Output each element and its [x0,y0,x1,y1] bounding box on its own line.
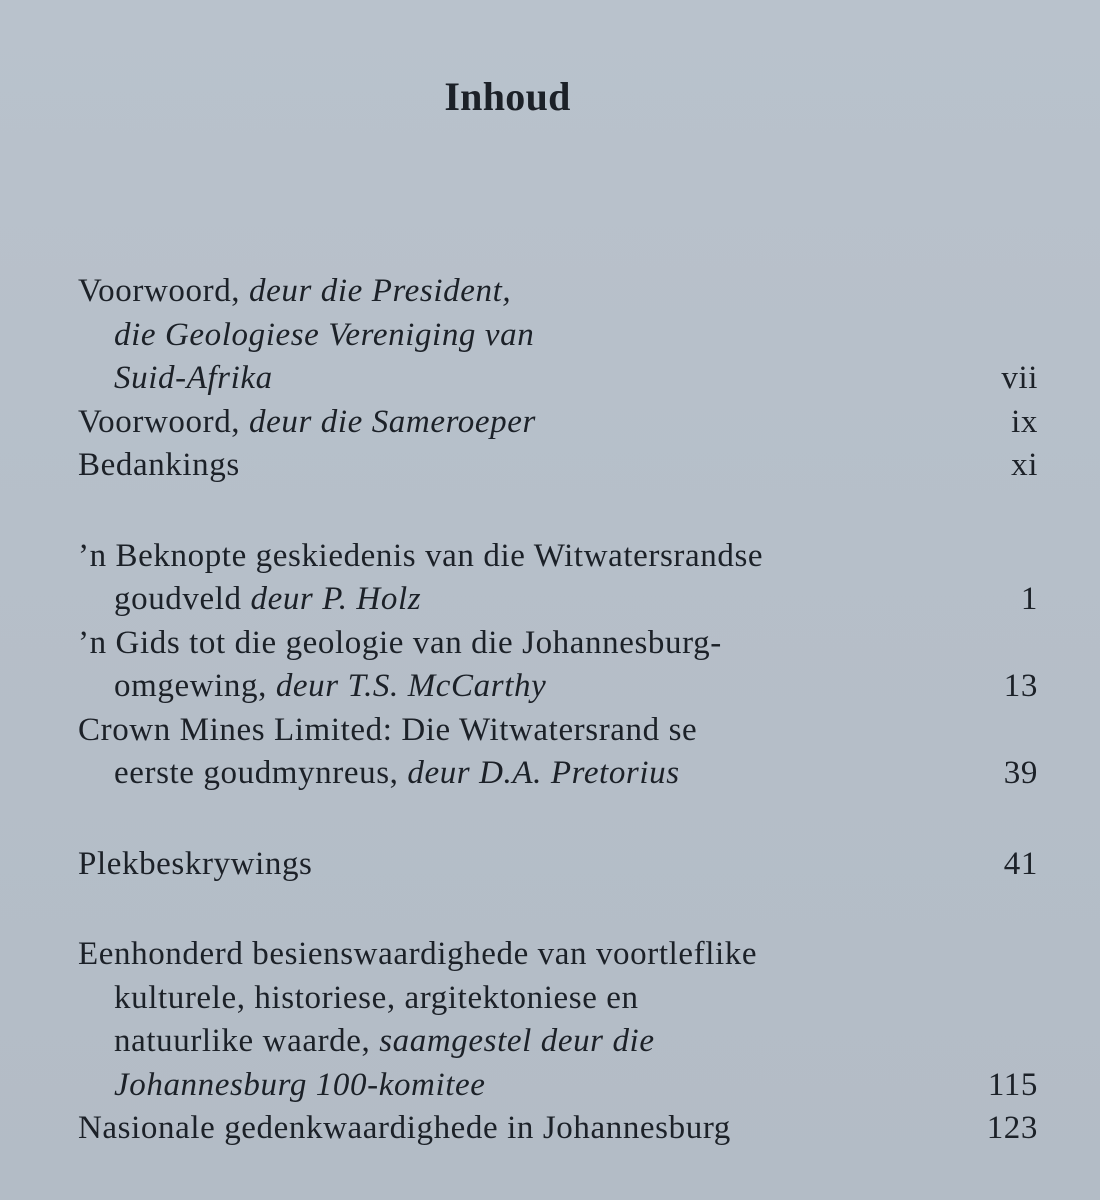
table-of-contents [78,270,1038,1151]
toc-entry-line [78,1064,918,1108]
toc-section [78,270,1038,488]
toc-entry-line [78,622,918,666]
toc-section [78,535,1038,796]
entry-title-text: Voorwoord, [78,403,241,440]
page-number: 41 [1003,845,1038,882]
page-number: vii [1001,360,1038,396]
toc-entry-line [78,314,918,358]
toc-entry[interactable] [78,843,1038,887]
toc-entry-line [78,665,918,709]
entry-title-text: Plekbeskrywings [78,845,313,882]
toc-entry-title [78,444,918,488]
toc-entry-line [78,933,918,977]
toc-entry-line [78,401,918,445]
entry-title-text: Bedankings [78,447,240,483]
entry-author-text: deur die Sameroeper [249,403,536,440]
page-number: 115 [987,1066,1038,1103]
toc-entry-line [78,1107,918,1151]
entry-author-text: deur D.A. Pretorius [407,755,680,791]
entry-author-text: saamgestel deur die [379,1023,655,1059]
toc-entry-title [78,401,918,445]
entry-title-text: Nasionale gedenkwaardighede in Johannesburg [78,1110,731,1146]
entry-author-text: Suid-Afrika [114,360,273,396]
page-number: 13 [1003,668,1038,704]
entry-title-text: goudveld [114,581,242,617]
entry-author-text: deur P. Holz [250,581,422,617]
entry-title-text: ’n Beknopte geskiedenis van die Witwatersrandse [78,537,764,574]
entry-author-text: Johannesburg 100-komitee [114,1066,486,1103]
toc-entry-line [78,357,918,401]
toc-entry[interactable] [78,535,1038,622]
toc-entry[interactable] [78,933,1038,1107]
entry-title-text: kulturele, historiese, argitektoniese en [114,979,639,1016]
page-number: xi [1011,447,1038,483]
toc-entry[interactable] [78,401,1038,445]
entry-title-text: ’n Gids tot die geologie van die Johannesburg- [78,624,722,661]
toc-entry-line [78,535,918,579]
toc-entry[interactable] [78,444,1038,488]
entry-author-text: deur die President, [249,273,512,309]
entry-title-text: Eenhonderd besienswaardighede van voortleflike [78,936,758,972]
entry-title-text: natuurlike waarde, [114,1023,371,1059]
toc-entry-title [78,622,918,709]
entry-author-text: die Geologiese Vereniging van [114,316,535,353]
toc-entry-line [78,1020,918,1064]
entry-title-text: Crown Mines Limited: Die Witwatersrand se [78,711,698,748]
toc-entry-line [78,843,918,887]
toc-entry[interactable] [78,1107,1038,1151]
toc-entry-line [78,709,918,753]
toc-entry-title [78,709,918,796]
page-number: 1 [1020,581,1038,617]
toc-entry-title [78,843,918,887]
entry-title-text: Voorwoord, [78,273,241,309]
toc-entry-title [78,270,918,401]
toc-section [78,843,1038,887]
toc-entry-line [78,444,918,488]
toc-entry-line [78,977,918,1021]
toc-entry-line [78,270,918,314]
toc-section [78,933,1038,1151]
toc-entry[interactable] [78,270,1038,401]
entry-title-text: eerste goudmynreus, [114,755,399,791]
toc-entry[interactable] [78,709,1038,796]
entry-author-text: deur T.S. McCarthy [275,668,547,704]
toc-entry[interactable] [78,622,1038,709]
page-number: ix [1011,403,1038,440]
toc-entry-title [78,933,918,1107]
page-number: 39 [1003,755,1038,791]
toc-entry-line [78,578,918,622]
toc-entry-title [78,535,918,622]
page-number: 123 [986,1110,1038,1146]
toc-entry-line [78,752,918,796]
entry-title-text: omgewing, [114,668,267,704]
toc-entry-title [78,1107,918,1151]
page-title: Inhoud [444,73,571,119]
